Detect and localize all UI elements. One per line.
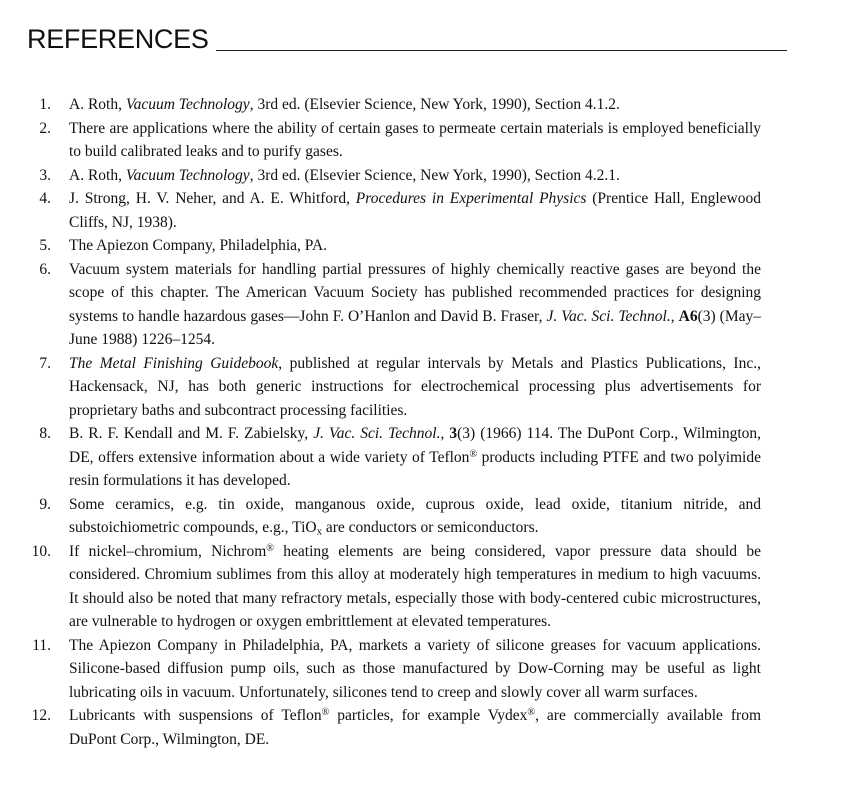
- reference-item: [0, 493, 761, 540]
- references-heading-row: [27, 22, 787, 56]
- reference-text-segment: particles, for example Vydex: [329, 707, 528, 724]
- reference-number: 9.: [39, 495, 51, 513]
- references-heading: REFERENCES: [27, 24, 209, 54]
- reference-number: 1.: [39, 96, 51, 113]
- reference-text-segment: Some ceramics, e.g. tin oxide, manganous oxide, cuprous oxide, lead oxide, titanium nitride, and substoichiometric compounds, e.g., TiO: [69, 495, 761, 536]
- reference-number: 3.: [39, 166, 51, 184]
- reference-number: 7.: [39, 354, 51, 372]
- reference-text: [69, 425, 761, 489]
- reference-item: [0, 187, 761, 234]
- reference-number: 6.: [39, 260, 51, 278]
- reference-text-segment: ®: [266, 542, 274, 554]
- reference-number: 2.: [39, 119, 51, 137]
- reference-text-segment: , published at regular intervals by Metals and Plastics Publications, Inc., Hackensack, NJ, has both generic instructions for electrochemical processing plus advertisements for proprietary baths and subcontract processing facilities.: [69, 354, 761, 419]
- reference-text: [69, 637, 761, 701]
- reference-text-segment: If nickel–chromium, Nichrom: [69, 542, 267, 560]
- reference-item: [0, 93, 761, 117]
- reference-text-segment: (3) (1966) 114. The DuPont Corp., Wilmington, DE, offers extensive information about a wide variety of Teflon: [69, 425, 762, 466]
- reference-text-segment: The Apiezon Company, Philadelphia, PA.: [69, 237, 328, 254]
- reference-text-segment: (3) (May–June 1988) 1226–1254.: [69, 307, 761, 348]
- reference-text-segment: products including PTFE and two polyimide resin formulations it has developed.: [69, 448, 761, 489]
- reference-text: [69, 261, 761, 349]
- reference-text-segment: , 3rd ed. (Elsevier Science, New York, 1990), Section 4.1.2.: [249, 96, 620, 113]
- reference-text-segment: (Prentice Hall, Englewood Cliffs, NJ, 1938).: [69, 190, 761, 231]
- reference-text: [69, 543, 761, 631]
- reference-item: [0, 422, 761, 493]
- reference-number: 5.: [39, 237, 51, 254]
- reference-text-segment: A. Roth,: [69, 96, 126, 113]
- reference-text-segment: ®: [527, 706, 536, 718]
- reference-text: [69, 120, 761, 161]
- reference-item: [0, 352, 761, 423]
- reference-item: [0, 117, 761, 164]
- reference-list: [0, 93, 848, 751]
- reference-item: [0, 540, 761, 634]
- reference-item: [0, 164, 761, 188]
- reference-text-segment: are conductors or semiconductors.: [322, 519, 539, 536]
- reference-item: [0, 704, 761, 751]
- reference-text-segment: The Metal Finishing Guidebook: [69, 354, 279, 372]
- reference-text-segment: x: [316, 525, 322, 538]
- reference-text-segment: 3: [449, 425, 458, 442]
- reference-text-segment: ®: [321, 706, 330, 718]
- reference-number: 12.: [31, 707, 51, 724]
- reference-number: 8.: [39, 425, 51, 442]
- reference-text: [69, 496, 761, 537]
- reference-item: [0, 258, 761, 352]
- reference-number: 11.: [32, 636, 51, 654]
- reference-item: [0, 234, 761, 258]
- reference-text: [69, 190, 761, 231]
- reference-text-segment: Vacuum system materials for handling partial pressures of highly chemically reactive gases are beyond the scope of this chapter. The American Vacuum Society has published recommended practices for designing systems to handle hazardous gases—John F. O’Hanlon and David B. Fraser,: [69, 260, 761, 325]
- reference-text-segment: Vacuum Technology: [125, 166, 250, 184]
- reference-item: [0, 634, 761, 705]
- reference-text-segment: The Apiezon Company in Philadelphia, PA, markets a variety of silicone greases for vacuum applications. Silicone-based diffusion pump oils, such as those manufactured by Dow-Corning may be useful as light lubricating oils in vacuum. Unfortunately, silicones tend to creep and slowly cover all warm surfaces.: [69, 636, 761, 701]
- reference-text-segment: , 3rd ed. (Elsevier Science, New York, 1990), Section 4.2.1.: [249, 166, 620, 184]
- reference-number: 10.: [31, 542, 51, 560]
- reference-text-segment: J. Vac. Sci. Technol.: [313, 425, 441, 442]
- reference-text-segment: Lubricants with suspensions of Teflon: [69, 707, 322, 724]
- reference-text-segment: B. R. F. Kendall and M. F. Zabielsky,: [69, 425, 314, 442]
- reference-text-segment: Procedures in Experimental Physics: [355, 190, 587, 207]
- reference-text-segment: J. Strong, H. V. Neher, and A. E. Whitford,: [69, 190, 356, 207]
- reference-text: [69, 237, 327, 254]
- reference-text-segment: , are commercially available from DuPont Corp., Wilmington, DE.: [69, 707, 762, 748]
- reference-text-segment: A6: [678, 307, 698, 325]
- reference-text: [69, 707, 761, 748]
- reference-text-segment: Vacuum Technology: [125, 96, 250, 113]
- heading-rule: [216, 50, 787, 51]
- reference-text-segment: heating elements are being considered, vapor pressure data should be considered. Chromium sublimes from this alloy at moderately high temperatures in medium to high vacuums. It should also be noted that many refractory metals, especially those with body-centered cubic microstructures, are vulnerable to hydrogen or oxygen embrittlement at elevated temperatures.: [69, 542, 761, 630]
- reference-text: [69, 355, 761, 419]
- reference-text-segment: A. Roth,: [69, 166, 126, 184]
- reference-text-segment: There are applications where the ability of certain gases to permeate certain materials is employed beneficially to build calibrated leaks and to purify gases.: [69, 119, 761, 160]
- reference-text-segment: ,: [440, 425, 450, 442]
- reference-text: [69, 167, 620, 184]
- reference-text: [69, 96, 620, 113]
- reference-text-segment: ®: [469, 448, 478, 460]
- reference-text-segment: J. Vac. Sci. Technol.: [546, 307, 671, 325]
- reference-text-segment: ,: [670, 307, 679, 325]
- reference-number: 4.: [39, 190, 51, 207]
